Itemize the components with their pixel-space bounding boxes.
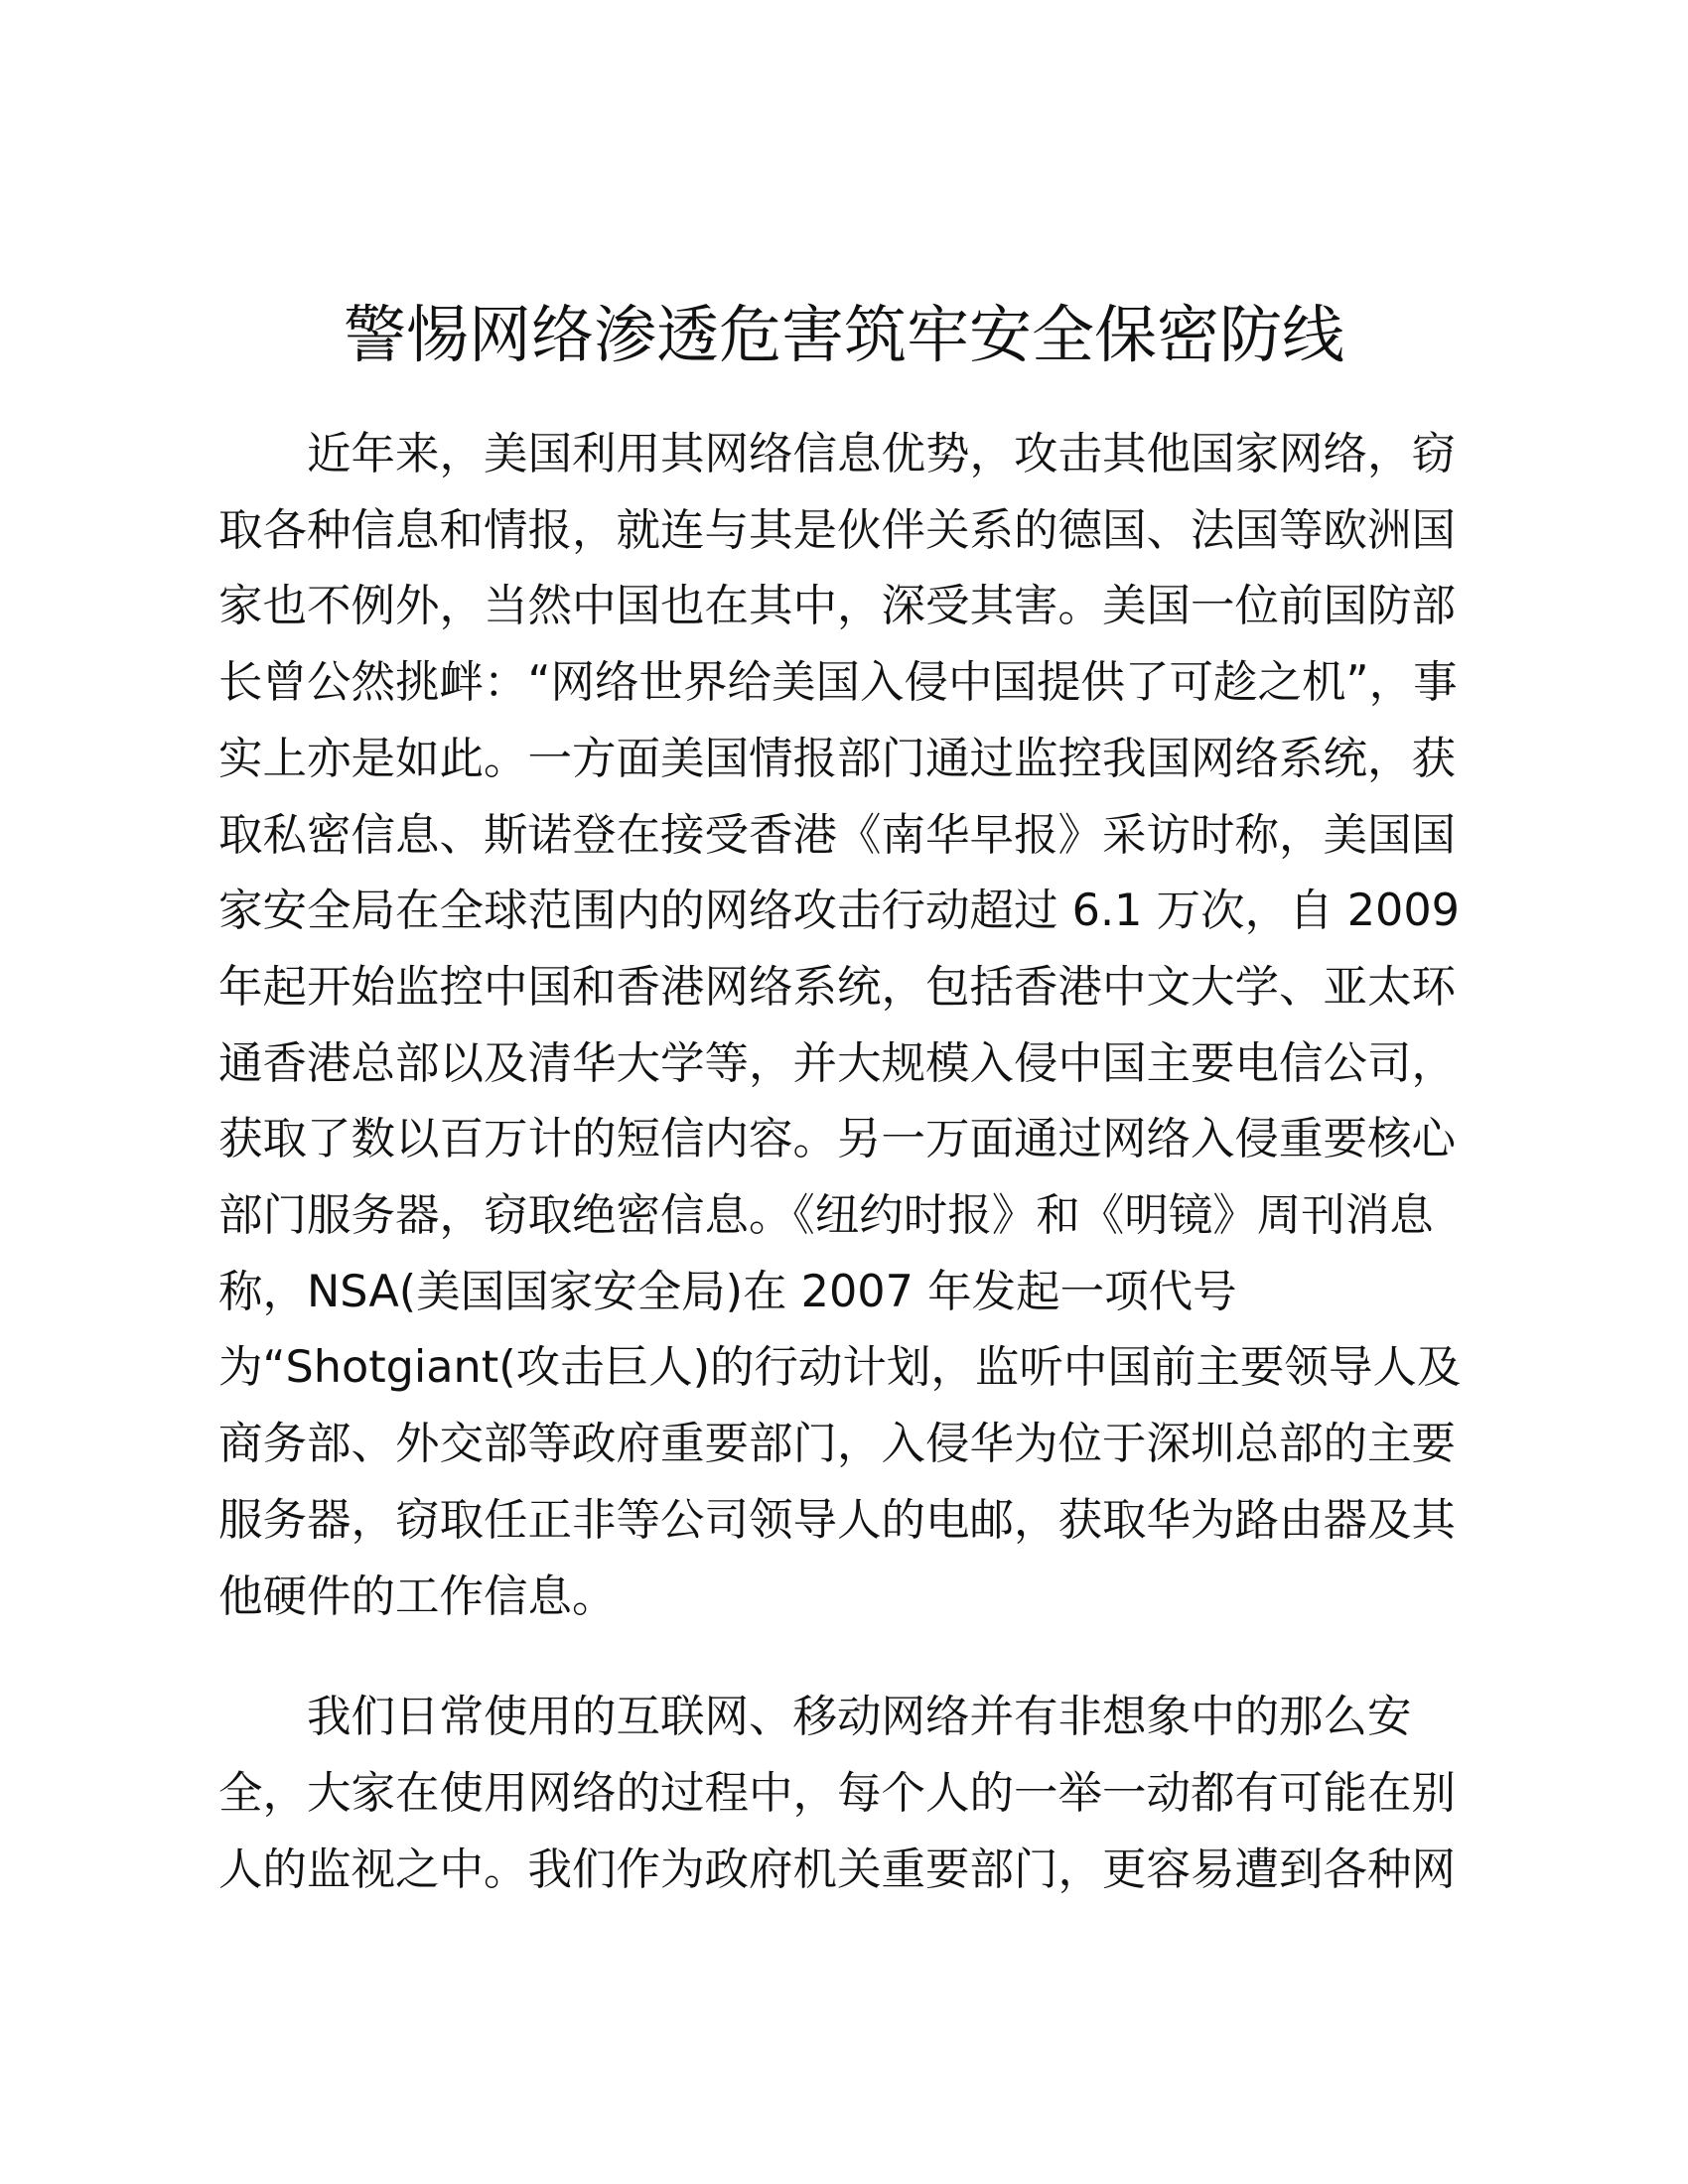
paragraph-2 xyxy=(218,1680,1470,1908)
paragraph-line: 为“Shotgiant(攻击巨人)的行动计划，监听中国前主要领导人及 xyxy=(218,1342,1462,1394)
paragraph-line: 他硬件的工作信息。 xyxy=(218,1570,617,1622)
paragraph-line: 通香港总部以及清华大学等，并大规模入侵中国主要电信公司， xyxy=(218,1037,1457,1089)
document-title: 警惕网络渗透危害筑牢安全保密防线 xyxy=(344,299,1344,371)
paragraph-1 xyxy=(218,417,1470,1635)
paragraph-line: 部门服务器，窃取绝密信息。《纽约时报》和《明镜》周刊消息 xyxy=(218,1190,1434,1242)
paragraph-line: 实上亦是如此。一方面美国情报部门通过监控我国网络系统，获 xyxy=(218,733,1457,784)
paragraph-line: 服务器，窃取任正非等公司领导人的电邮，获取华为路由器及其 xyxy=(218,1494,1457,1546)
paragraph-spacing xyxy=(218,1635,1470,1680)
paragraph-line: 家安全局在全球范围内的网络攻击行动超过 6.1 万次，自 2009 xyxy=(218,886,1460,937)
paragraph-line: 称，NSA(美国国家安全局)在 2007 年发起一项代号 xyxy=(218,1266,1237,1317)
paragraph-line: 商务部、外交部等政府重要部门，入侵华为位于深圳总部的主要 xyxy=(218,1419,1457,1470)
paragraph-line: 年起开始监控中国和香港网络系统，包括香港中文大学、亚太环 xyxy=(218,961,1457,1013)
document-body xyxy=(218,417,1470,1908)
paragraph-line: 全，大家在使用网络的过程中，每个人的一举一动都有可能在别 xyxy=(218,1767,1457,1819)
paragraph-line: 取各种信息和情报，就连与其是伙伴关系的德国、法国等欧洲国 xyxy=(218,504,1457,556)
paragraph-line: 我们日常使用的互联网、移动网络并有非想象中的那么安 xyxy=(307,1692,1412,1743)
paragraph-line: 获取了数以百万计的短信内容。另一万面通过网络入侵重要核心 xyxy=(218,1114,1457,1165)
paragraph-line: 长曾公然挑衅：“网络世界给美国入侵中国提供了可趁之机”，事 xyxy=(218,657,1458,709)
paragraph-line: 近年来，美国利用其网络信息优势，攻击其他国家网络，窃 xyxy=(307,429,1457,479)
paragraph-line: 家也不例外，当然中国也在其中，深受其害。美国一位前国防部 xyxy=(218,581,1457,632)
paragraph-line: 取私密信息、斯诺登在接受香港《南华早报》采访时称，美国国 xyxy=(218,809,1457,861)
paragraph-line: 人的监视之中。我们作为政府机关重要部门，更容易遭到各种网 xyxy=(218,1843,1457,1895)
